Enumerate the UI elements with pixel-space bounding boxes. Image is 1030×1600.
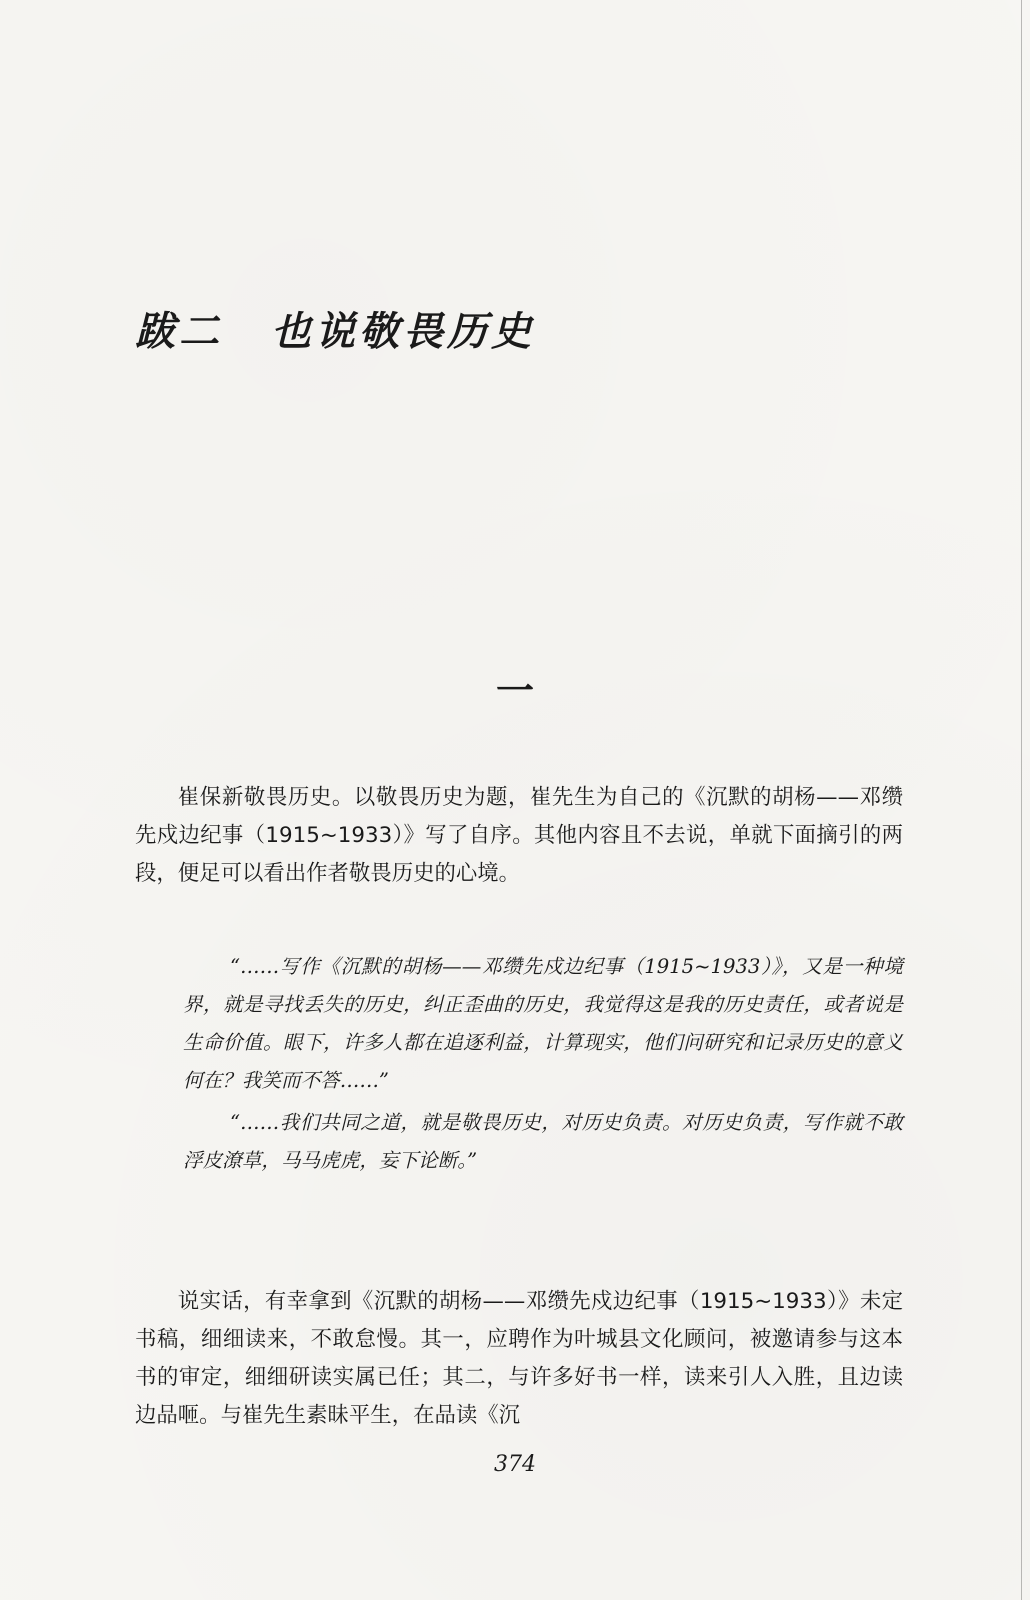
page-edge-line (1021, 0, 1022, 1600)
chapter-label: 跋二 (135, 308, 223, 355)
chapter-heading: 也说敬畏历史 (271, 308, 535, 355)
page-number: 374 (494, 1452, 536, 1477)
chapter-title (135, 300, 535, 357)
quote-paragraph-2: “……我们共同之道，就是敬畏历史，对历史负责。对历史负责，写作就不敢浮皮潦草，马马虎虎，妄下论断。” (183, 1111, 903, 1172)
block-quote (183, 948, 903, 1180)
body-paragraph-1 (135, 779, 903, 893)
quote-paragraph-1: “……写作《沉默的胡杨——邓缵先戍边纪事（1915~1933）》，又是一种境界，就是寻找丢失的历史，纠正歪曲的历史，我觉得这是我的历史责任，或者说是生命价值。眼下，许多人都在追逐利益，计算现实，他们问研究和记录历史的意义何在？我笑而不答……” (183, 955, 903, 1092)
paragraph-text: 崔保新敬畏历史。以敬畏历史为题，崔先生为自己的《沉默的胡杨——邓缵先戍边纪事（1915~1933）》写了自序。其他内容且不去说，单就下面摘引的两段，便足可以看出作者敬畏历史的心境。 (135, 785, 903, 886)
section-number: 一 (495, 669, 534, 713)
paragraph-text: 说实话，有幸拿到《沉默的胡杨——邓缵先戍边纪事（1915~1933）》未定书稿，细细读来，不敢怠慢。其一，应聘作为叶城县文化顾问，被邀请参与这本书的审定，细细研读实属已任；其二，与许多好书一样，读来引人入胜，且边读边品咂。与崔先生素昧平生，在品读《沉 (135, 1289, 903, 1428)
body-paragraph-2 (135, 1283, 903, 1435)
